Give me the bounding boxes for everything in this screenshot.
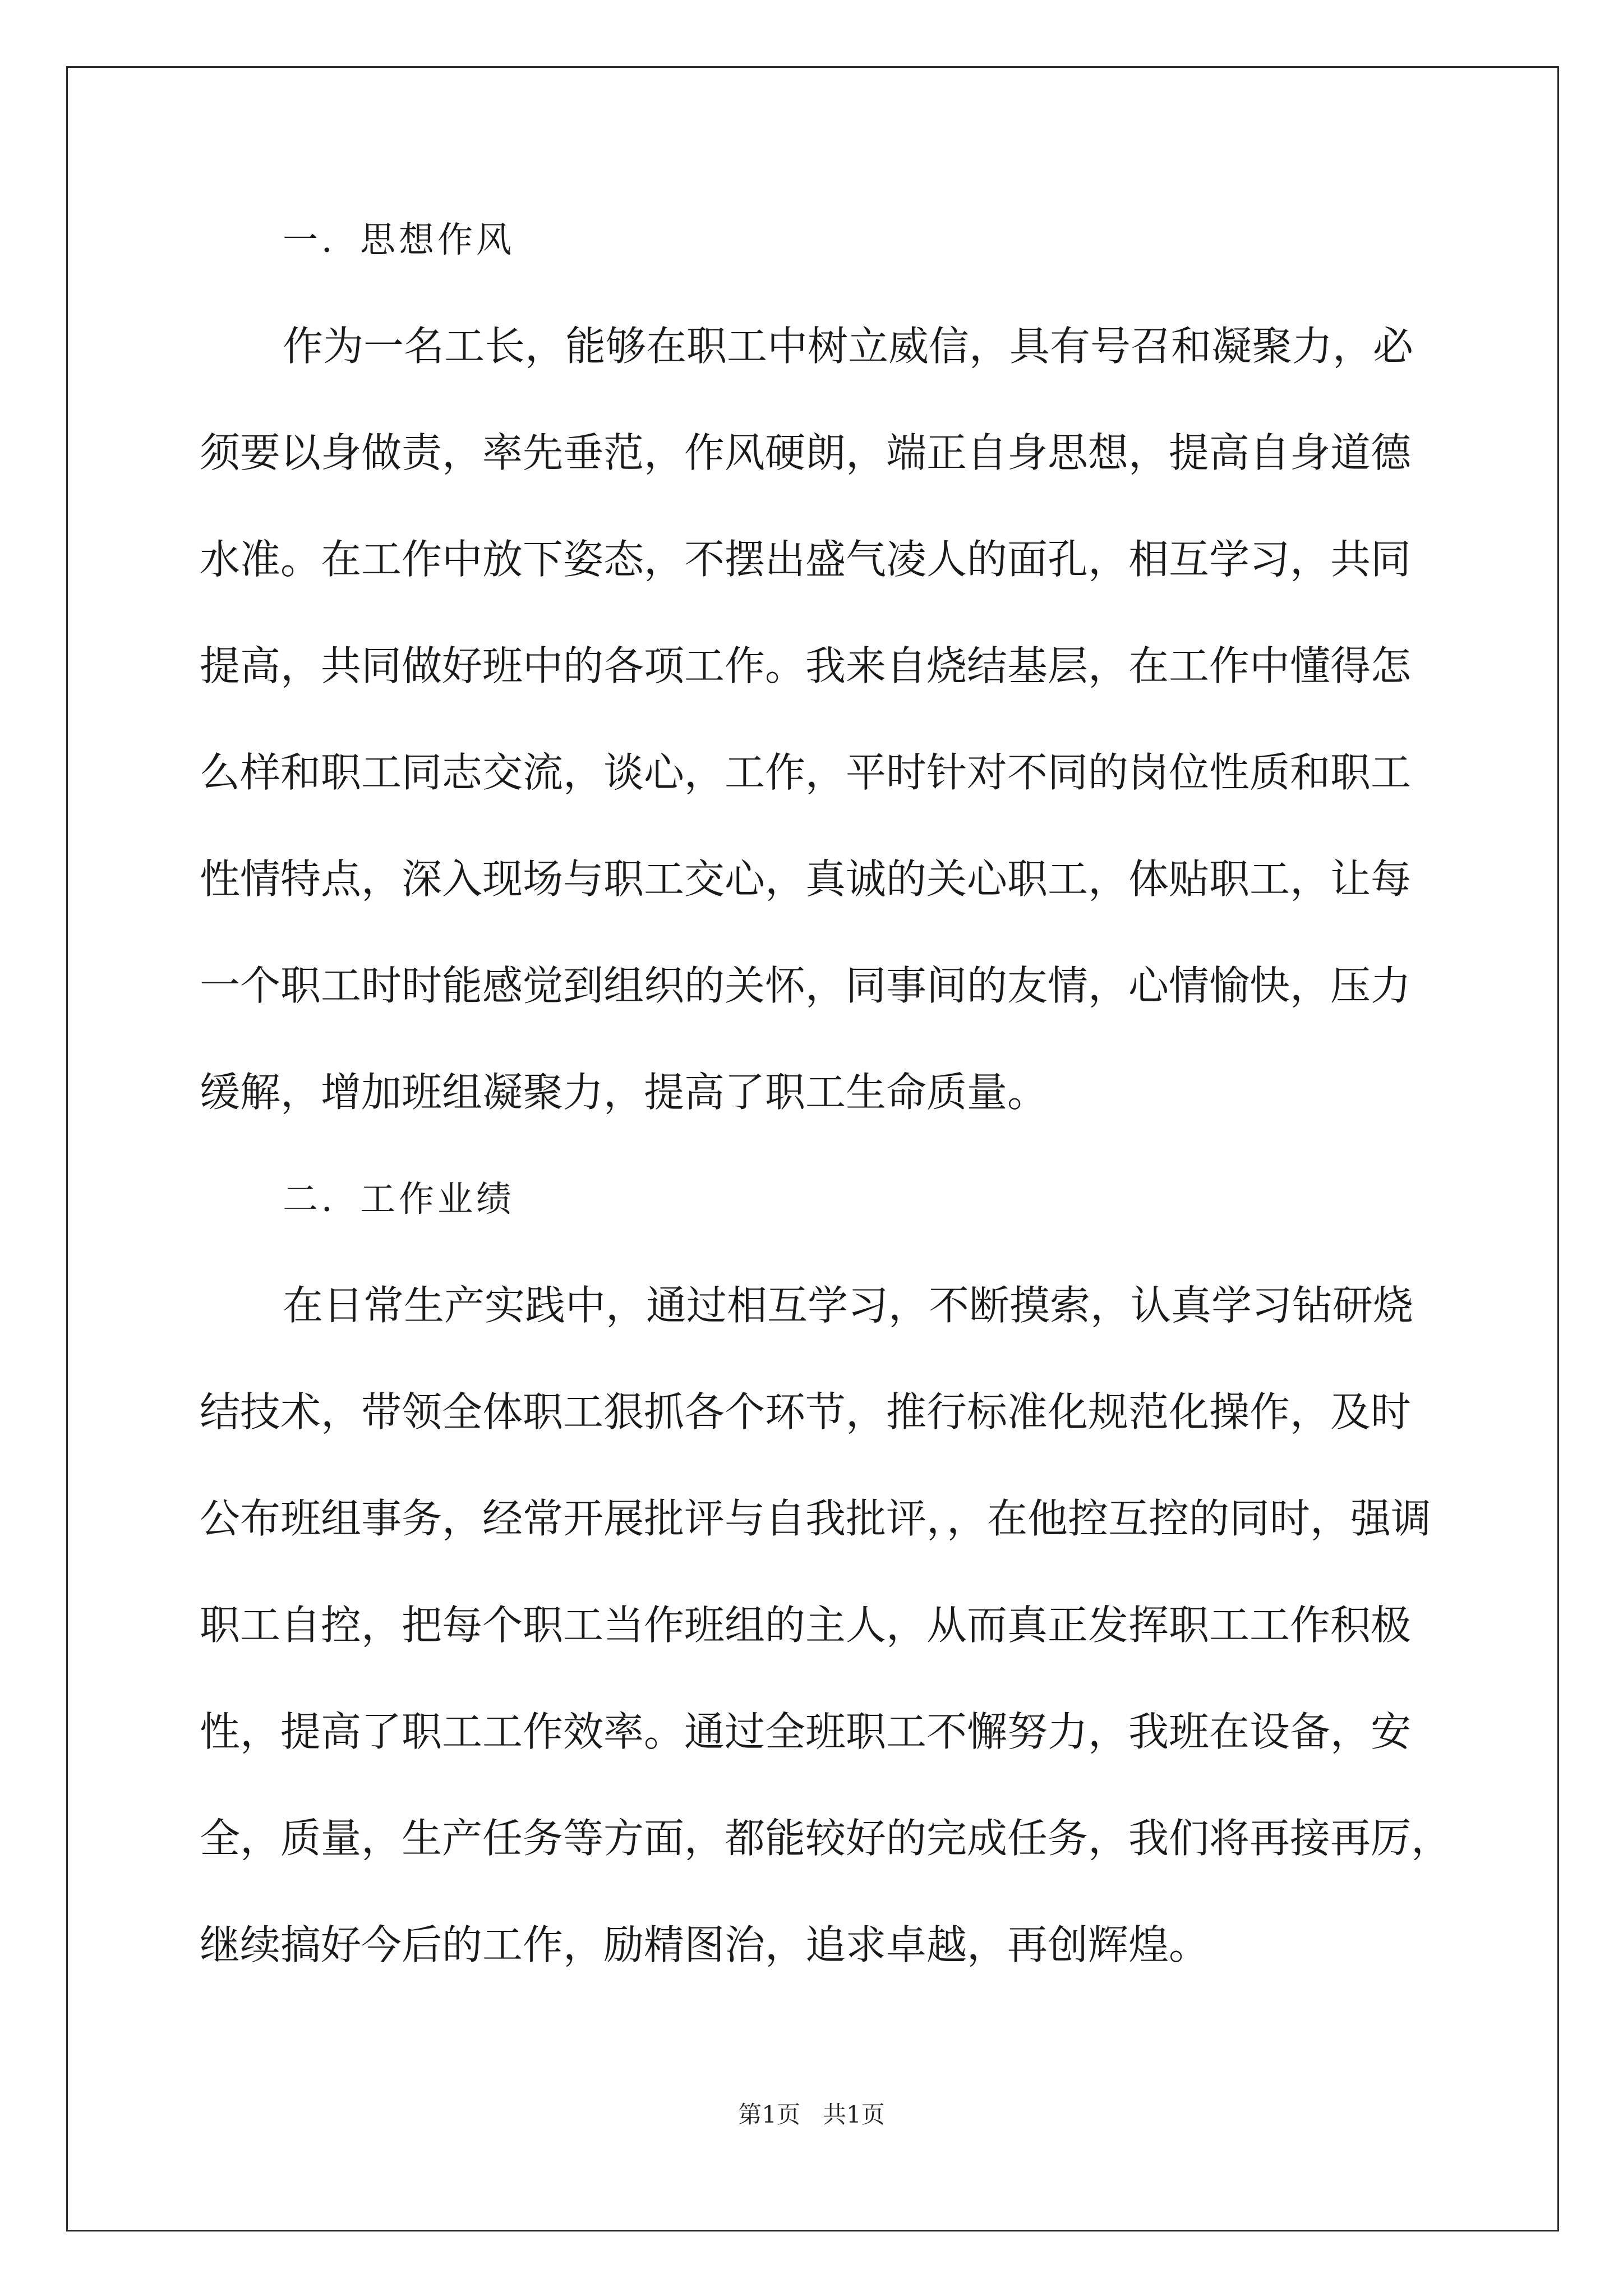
- paragraph-line: 提高，共同做好班中的各项工作。我来自烧结基层，在工作中懂得怎: [200, 642, 1412, 689]
- section-heading-1: 一．思想作风: [283, 219, 515, 260]
- paragraph-line: 全，质量，生产任务等方面，都能较好的完成任务，我们将再接再厉，: [200, 1815, 1452, 1862]
- paragraph-line: 水准。在工作中放下姿态，不摆出盛气凌人的面孔，相互学习，共同: [200, 536, 1412, 583]
- section-heading-2: 二．工作业绩: [283, 1179, 515, 1220]
- paragraph-line: 在日常生产实践中，通过相互学习，不断摸索，认真学习钻研烧: [283, 1282, 1414, 1329]
- paragraph-line: 须要以身做责，率先垂范，作风硬朗，端正自身思想，提高自身道德: [200, 429, 1412, 476]
- section-paragraph-2: [200, 1279, 1490, 1972]
- paragraph-line: 缓解，增加班组凝聚力，提高了职工生命质量。: [200, 1069, 1048, 1116]
- paragraph-line: 一个职工时时能感觉到组织的关怀，同事间的友情，心情愉快，压力: [200, 962, 1412, 1009]
- section-paragraph-1: [200, 320, 1490, 1119]
- paragraph-line: 继续搞好今后的工作，励精图治，追求卓越，再创辉煌。: [200, 1921, 1210, 1968]
- paragraph-line: 公布班组事务，经常开展批评与自我批评，，在他控互控的同时，强调: [200, 1495, 1432, 1542]
- page-number-footer: 第1页 共1页: [738, 2101, 885, 2128]
- paragraph-line: 性情特点，深入现场与职工交心，真诚的关心职工，体贴职工，让每: [200, 855, 1412, 903]
- paragraph-line: 么样和职工同志交流，谈心，工作，平时针对不同的岗位性质和职工: [200, 749, 1412, 796]
- paragraph-line: 性，提高了职工工作效率。通过全班职工不懈努力，我班在设备，安: [200, 1708, 1412, 1755]
- paragraph-line: 作为一名工长，能够在职工中树立威信，具有号召和凝聚力，必: [283, 323, 1414, 370]
- paragraph-line: 结技术，带领全体职工狠抓各个环节，推行标准化规范化操作，及时: [200, 1388, 1412, 1435]
- document-body: [200, 213, 1490, 2025]
- paragraph-line: 职工自控，把每个职工当作班组的主人，从而真正发挥职工工作积极: [200, 1602, 1412, 1649]
